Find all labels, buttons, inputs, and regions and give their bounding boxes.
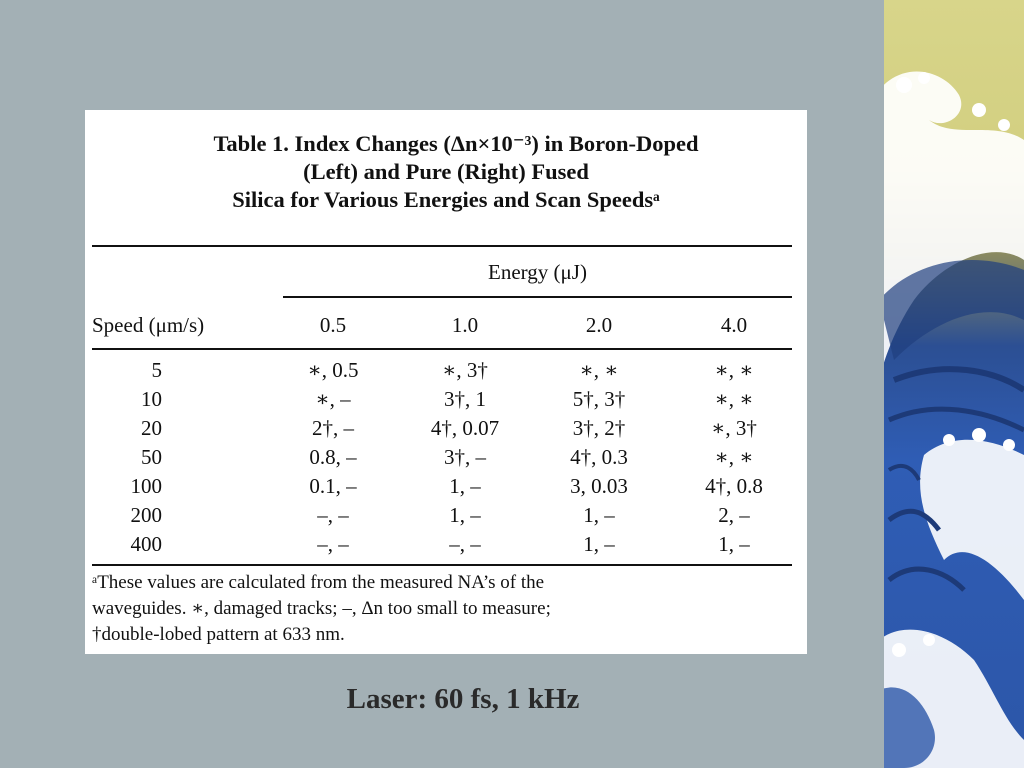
value-cell: 2†, – xyxy=(312,416,354,440)
value-cell: ∗, 3† xyxy=(711,416,757,440)
table-title xyxy=(85,130,807,214)
footnote-line-3: †double-lobed pattern at 633 nm. xyxy=(92,624,345,645)
ocean-wave-decoration xyxy=(884,0,1024,768)
value-cell: 1, – xyxy=(718,532,750,556)
value-cell: ∗, – xyxy=(315,387,351,411)
footnote-line-2: waveguides. ∗, damaged tracks; –, Δn too small to measure; xyxy=(92,598,551,619)
footnote-line-1: ᵃThese values are calculated from the measured NA’s of the xyxy=(92,572,545,593)
speed-cell: 400 xyxy=(130,532,162,556)
value-cell: 1, – xyxy=(449,474,481,498)
energy-column-header: 2.0 xyxy=(585,313,613,337)
table-top-rule xyxy=(92,245,792,247)
table-row xyxy=(85,532,807,561)
speed-cell: 20 xyxy=(141,416,162,440)
speed-cell: 5 xyxy=(151,358,162,382)
speed-cell: 100 xyxy=(130,474,162,498)
slide-caption: Laser: 60 fs, 1 kHz xyxy=(346,683,580,715)
value-cell: 3, 0.03 xyxy=(570,474,628,498)
table-row xyxy=(85,387,807,416)
speed-cell: 10 xyxy=(141,387,162,411)
energy-header-rule xyxy=(283,296,792,298)
value-cell: ∗, ∗ xyxy=(714,445,754,469)
value-cell: 0.8, – xyxy=(309,445,357,469)
energy-column-header: 4.0 xyxy=(720,313,748,337)
table-title-line-2: (Left) and Pure (Right) Fused xyxy=(303,159,589,184)
value-cell: 2, – xyxy=(718,503,750,527)
energy-column-header: 1.0 xyxy=(451,313,479,337)
value-cell: –, – xyxy=(449,532,481,556)
table-row xyxy=(85,445,807,474)
table-row xyxy=(85,474,807,503)
table-bottom-rule xyxy=(92,564,792,566)
value-cell: –, – xyxy=(317,532,349,556)
value-cell: 0.1, – xyxy=(309,474,357,498)
ocean-wave-icon xyxy=(884,0,1024,768)
value-cell: ∗, 3† xyxy=(442,358,488,382)
table-row xyxy=(85,416,807,445)
value-cell: 4†, 0.07 xyxy=(430,416,500,440)
value-cell: 4†, 0.8 xyxy=(705,474,763,498)
value-cell: ∗, ∗ xyxy=(579,358,619,382)
value-cell: 1, – xyxy=(449,503,481,527)
energy-column-header: 0.5 xyxy=(319,313,347,337)
speed-cell: 200 xyxy=(130,503,162,527)
value-cell: 1, – xyxy=(583,532,615,556)
value-cell: 3†, – xyxy=(444,445,486,469)
value-cell: ∗, 0.5 xyxy=(307,358,359,382)
table-header-rule xyxy=(92,348,792,350)
value-cell: 1, – xyxy=(583,503,615,527)
value-cell: 3†, 1 xyxy=(444,387,486,411)
table-footnote xyxy=(92,570,792,648)
energy-header: Energy (μJ) xyxy=(488,260,587,284)
value-cell: ∗, ∗ xyxy=(714,358,754,382)
table-row xyxy=(85,503,807,532)
value-cell: 5†, 3† xyxy=(572,387,626,411)
value-cell: –, – xyxy=(317,503,349,527)
value-cell: 4†, 0.3 xyxy=(570,445,628,469)
index-change-table xyxy=(85,110,807,654)
value-cell: ∗, ∗ xyxy=(714,387,754,411)
speed-column-header: Speed (μm/s) xyxy=(92,313,205,337)
value-cell: 3†, 2† xyxy=(572,416,626,440)
table-row xyxy=(85,358,807,387)
table-title-line-3: Silica for Various Energies and Scan Speedsᵃ xyxy=(232,187,660,212)
table-title-line-1: Table 1. Index Changes (Δn×10⁻³) in Boron-Doped xyxy=(213,131,699,156)
speed-cell: 50 xyxy=(141,445,162,469)
